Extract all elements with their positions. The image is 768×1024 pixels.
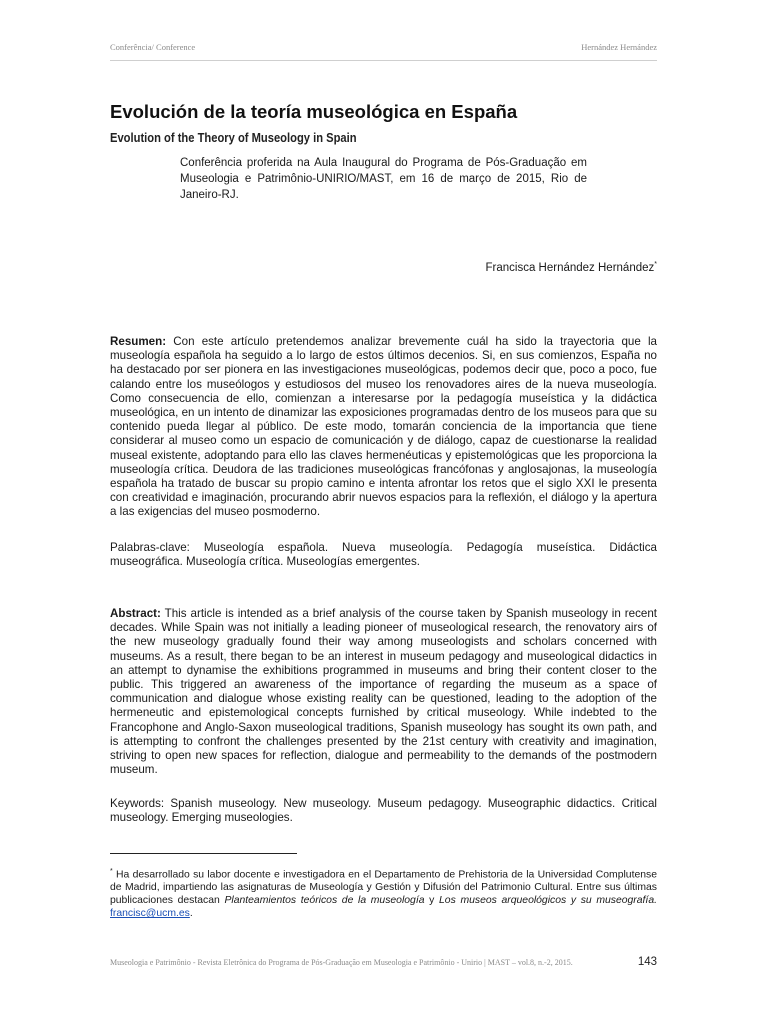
palabras-clave: Palabras-clave: Museología española. Nueva museología. Pedagogía museística. Didáctica museográfica. Museología crítica. Museologías emergentes. bbox=[110, 541, 657, 569]
running-head-section: Conferência/ Conference bbox=[110, 42, 196, 52]
resumen-label: Resumen: bbox=[110, 335, 167, 348]
email-link[interactable]: francisc@ucm.es bbox=[110, 908, 190, 920]
conference-note: Conferência proferida na Aula Inaugural do Programa de Pós-Graduação em Museologia e Patrimônio-UNIRIO/MAST, em 16 de março de 2015, Rio de Janeiro-RJ. bbox=[180, 157, 587, 201]
footnote-divider bbox=[110, 853, 297, 854]
footnote-end: . bbox=[189, 908, 193, 920]
keywords: Keywords: Spanish museology. New museology. Museum pedagogy. Museographic didactics. Critical museology. Emerging museologies. bbox=[110, 797, 657, 825]
abstract-text: This article is intended as a brief analysis of the course taken by Spanish museology in recent decades. While Spain was not initially a leading pioneer of museological research, the renovatory airs of the new museology gradually found their way among museologists and scholars concerned with museums. As a result, there began to be an interest in museum pedagogy and museological didactics in an attempt to dynamise the exhibitions programmed in museums and bring their content closer to the public. This triggered an awareness of the importance of regarding the museum as a space of communication and dialogue whose existing reality can be questioned, leading to the adoption of the hermeneutic and epistemological concepts furnished by critical museology. While indebted to the Francophone and Anglo-Saxon museological traditions, Spanish museology has sought its own path, and is attempting to confront the challenges presented by the 21st century with creativity and imagination, striving to open new spaces for reflection, dialogue and permeability to the demands of the postmodern museum. bbox=[110, 607, 658, 777]
footer-journal: Museologia e Patrimônio - Revista Eletrônica do Programa de Pós-Graduação em Museologia e Patrimônio - Unirio | MAST – vol.8, n.-2, 2015. bbox=[110, 958, 573, 967]
author-footnote-mark[interactable]: * bbox=[654, 261, 657, 268]
abstract-label: Abstract: bbox=[110, 607, 161, 620]
resumen-paragraph bbox=[110, 335, 657, 520]
abstract-paragraph bbox=[110, 607, 657, 777]
footnote bbox=[110, 865, 657, 920]
footnote-text: Ha desarrollado su labor docente e investigadora en el Departamento de Prehistoria de la Universidad Complutense de Madrid, impartiendo las asignaturas de Museología y Gestión y Difusión del Patrimonio Cultural. Entre sus últimas publicaciones destacan bbox=[110, 869, 657, 907]
author-name: Francisca Hernández Hernández bbox=[485, 261, 655, 274]
header-divider bbox=[110, 60, 657, 61]
footnote-book-1: Planteamientos teóricos de la museología bbox=[224, 895, 425, 907]
page-number: 143 bbox=[637, 956, 657, 968]
footnote-joiner: y bbox=[424, 895, 440, 907]
footnote-book-2: Los museos arqueológicos y su museografía. bbox=[439, 895, 657, 907]
page-footer bbox=[110, 958, 657, 967]
resumen-text: Con este artículo pretendemos analizar brevemente cuál ha sido la trayectoria que la museología española ha seguido a lo largo de estos últimos decenios. Si, en sus comienzos, España no ha destacado por ser pionera en las investigaciones museológicas, podemos decir que, poco a poco, fue calando entre los museólogos y estudiosos del museo los renovadores aires de la nueva museología. Como consecuencia de ello, comienzan a interesarse por la pedagogía museística y la didáctica museológica, en un intento de dinamizar las exposiciones programadas dentro de los museos para que su contenido pueda llegar al público. De este modo, tomarán conciencia de la importancia que tiene considerar al museo como un espacio de comunicación y de diálogo, capaz de cuestionarse la realidad museal existente, adoptando para ello las claves hermenéuticas y epistemológicas que les proporciona la museología crítica. Deudora de las tradiciones museológicas francófonas y anglosajonas, la museología española ha tratado de buscar su propio camino e intenta afrontar los retos que el siglo XXI le presenta con creatividad e imaginación, procurando abrir nuevos espacios para la reflexión, el diálogo y la apertura a las exigencias del museo posmoderno. bbox=[110, 335, 657, 519]
article-subtitle: Evolution of the Theory of Museology in Spain bbox=[110, 130, 357, 145]
article-title: Evolución de la teoría museológica en España bbox=[110, 101, 518, 122]
author-line bbox=[110, 261, 657, 274]
running-head-author: Hernández Hernández bbox=[581, 42, 657, 52]
footnote-mark: * bbox=[110, 868, 113, 875]
